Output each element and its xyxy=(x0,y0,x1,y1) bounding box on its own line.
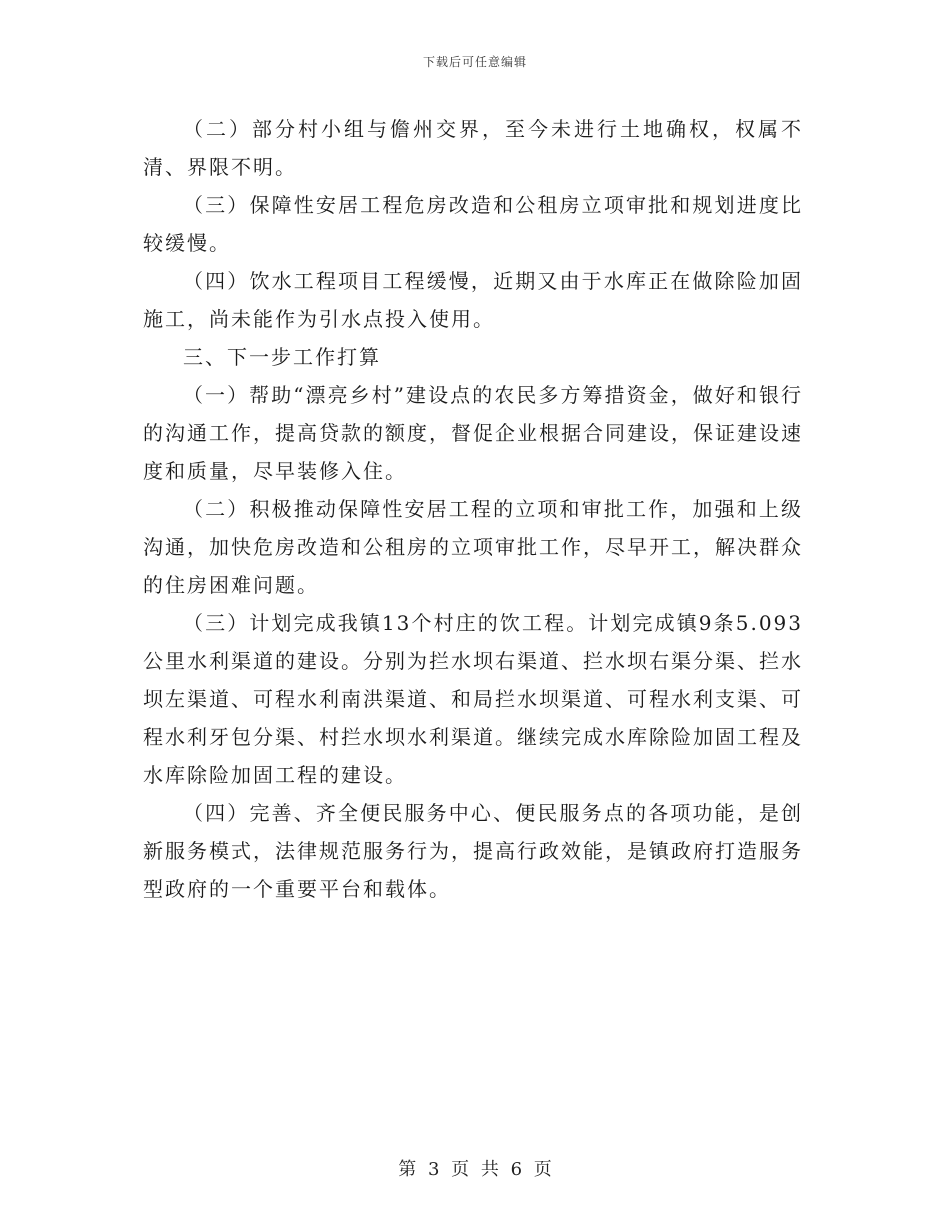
paragraph-plan-4: （四）完善、齐全便民服务中心、便民服务点的各项功能，是创新服务模式，法律规范服务行为，提高行政效能，是镇政府打造服务型政府的一个重要平台和载体。 xyxy=(143,801,803,901)
paragraph-issue-4: （四）饮水工程项目工程缓慢，近期又由于水库正在做除险加固施工，尚未能作为引水点投入使用。 xyxy=(143,269,803,331)
paragraph-plan-2: （二）积极推动保障性安居工程的立项和审批工作，加强和上级沟通，加快危房改造和公租房的立项审批工作，尽早开工，解决群众的住房困难问题。 xyxy=(143,497,803,597)
paragraph-issue-2: （二）部分村小组与儋州交界，至今未进行土地确权，权属不清、界限不明。 xyxy=(143,117,803,179)
page-header: 下载后可任意编辑 xyxy=(422,55,527,69)
paragraph-issue-3: （三）保障性安居工程危房改造和公租房立项审批和规划进度比较缓慢。 xyxy=(143,193,803,255)
page-number: 第 3 页 共 6 页 xyxy=(398,1159,552,1180)
document-body xyxy=(143,110,803,908)
paragraph-plan-3: （三）计划完成我镇13个村庄的饮工程。计划完成镇9条5.093公里水利渠道的建设。分别为拦水坝右渠道、拦水坝右渠分渠、拦水坝左渠道、可程水利南洪渠道、和局拦水坝渠道、可程水利支渠、可程水利牙包分渠、村拦水坝水利渠道。继续完成水库除险加固工程及水库除险加固工程的建设。 xyxy=(143,611,803,787)
section-heading-next-steps: 三、下一步工作打算 xyxy=(183,345,381,369)
paragraph-plan-1: （一）帮助“漂亮乡村”建设点的农民多方筹措资金，做好和银行的沟通工作，提高贷款的额度，督促企业根据合同建设，保证建设速度和质量，尽早装修入住。 xyxy=(143,383,803,483)
